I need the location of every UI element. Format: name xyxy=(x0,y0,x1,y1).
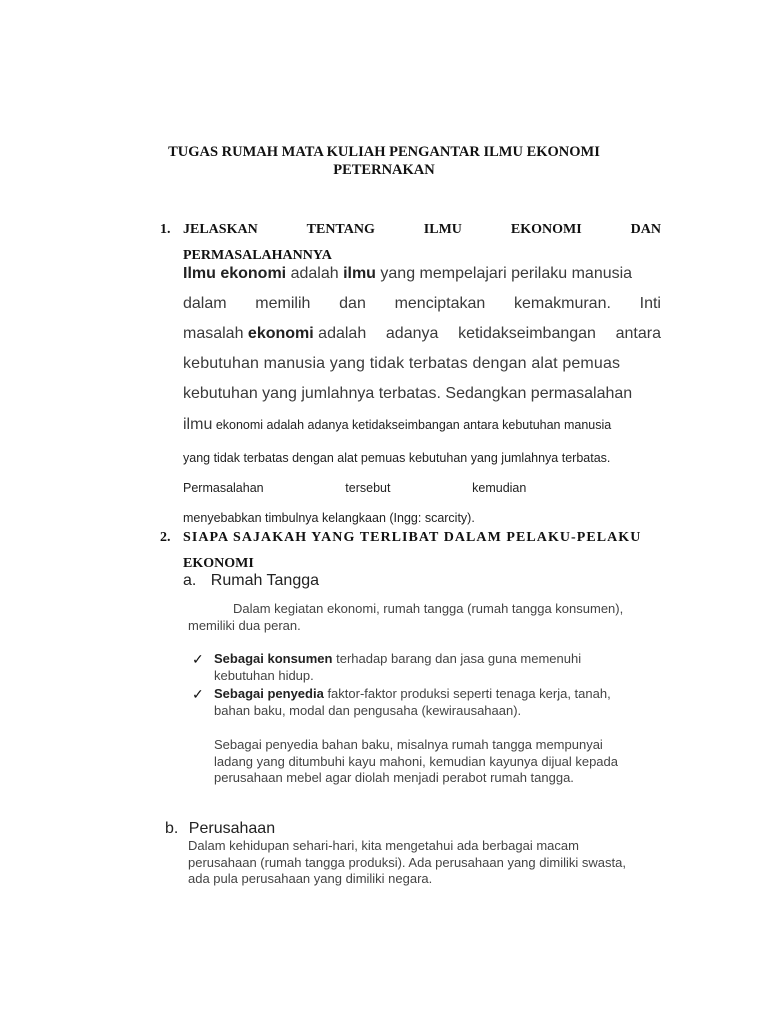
section-b-text: Dalam kehidupan sehari-hari, kita mengetahui ada berbagai macam perusahaan (rumah tangga produksi). Ada perusahaan yang dimiliki swasta, ada pula perusahaan yang dimiliki negara. xyxy=(188,838,626,886)
question-1-line-1 xyxy=(183,222,661,238)
answer-1-line-5: kebutuhan yang jumlahnya terbatas. Sedangkan permasalahan xyxy=(183,385,633,402)
check-icon: ✓ xyxy=(192,651,204,667)
checklist-item: ✓ Sebagai konsumen terhadap barang dan jasa guna memenuhi kebutuhan hidup. xyxy=(192,651,582,683)
answer-1-line-1: Ilmu ekonomi adalah ilmu yang mempelajari perilaku manusia xyxy=(183,265,633,282)
section-a-label: a. xyxy=(183,572,197,589)
answer-1-line-7: yang tidak terbatas dengan alat pemuas kebutuhan yang jumlahnya terbatas. xyxy=(183,451,611,465)
section-a-intro: Dalam kegiatan ekonomi, rumah tangga (rumah tangga konsumen), memiliki dua peran. xyxy=(188,601,624,633)
answer-1-line-2: dalam memilih dan menciptakan kemakmuran. Inti xyxy=(183,295,661,312)
question-2-number: 2. xyxy=(160,530,171,545)
section-b-heading: b. Perusahaan xyxy=(165,820,276,837)
title-line-1: TUGAS RUMAH MATA KULIAH PENGANTAR ILMU EKONOMI xyxy=(168,144,600,160)
question-2-line-2: EKONOMI xyxy=(183,556,254,571)
question-2-line-1: SIAPA SAJAKAH YANG TERLIBAT DALAM PELAKU-PELAKU xyxy=(183,530,642,545)
section-a-example: Sebagai penyedia bahan baku, misalnya rumah tangga mempunyai ladang yang ditumbuhi kayu mahoni, kemudian kayunya dijual kepada perusahaan mebel agar diolah menjadi perabot rumah tangga. xyxy=(214,737,618,785)
term-ilmu-ekonomi: Ilmu ekonomi xyxy=(183,265,287,282)
section-b-label: b. xyxy=(165,820,179,837)
question-word: DAN xyxy=(630,222,661,237)
term-ilmu: ilmu xyxy=(343,265,376,282)
answer-1-line-6: ilmu ekonomi adalah adanya ketidakseimbangan antara kebutuhan manusia xyxy=(183,416,612,433)
answer-1-line-8: Permasalahan tersebut kemudian xyxy=(183,481,527,495)
answer-1-line-3: masalah ekonomi adalah adanya ketidakseimbangan antara xyxy=(183,325,661,342)
question-1-number: 1. xyxy=(160,222,171,237)
title-line-2: PETERNAKAN xyxy=(333,162,435,178)
question-word: JELASKAN xyxy=(183,222,258,237)
checklist-item: ✓ Sebagai penyedia faktor-faktor produksi seperti tenaga kerja, tanah, bahan baku, modal dan pengusaha (kewirausahaan). xyxy=(192,686,611,718)
check-icon: ✓ xyxy=(192,686,204,702)
document-title xyxy=(0,143,768,179)
question-word: TENTANG xyxy=(306,222,375,237)
term-ekonomi: ekonomi xyxy=(247,325,314,342)
answer-1-line-9: menyebabkan timbulnya kelangkaan (Ingg: scarcity). xyxy=(183,511,475,525)
question-word: EKONOMI xyxy=(510,222,582,237)
answer-1-line-4: kebutuhan manusia yang tidak terbatas dengan alat pemuas xyxy=(183,355,621,372)
question-word: ILMU xyxy=(423,222,462,237)
section-a-heading: a. Rumah Tangga xyxy=(183,572,320,589)
question-1-line-2: PERMASALAHANNYA xyxy=(183,248,332,263)
